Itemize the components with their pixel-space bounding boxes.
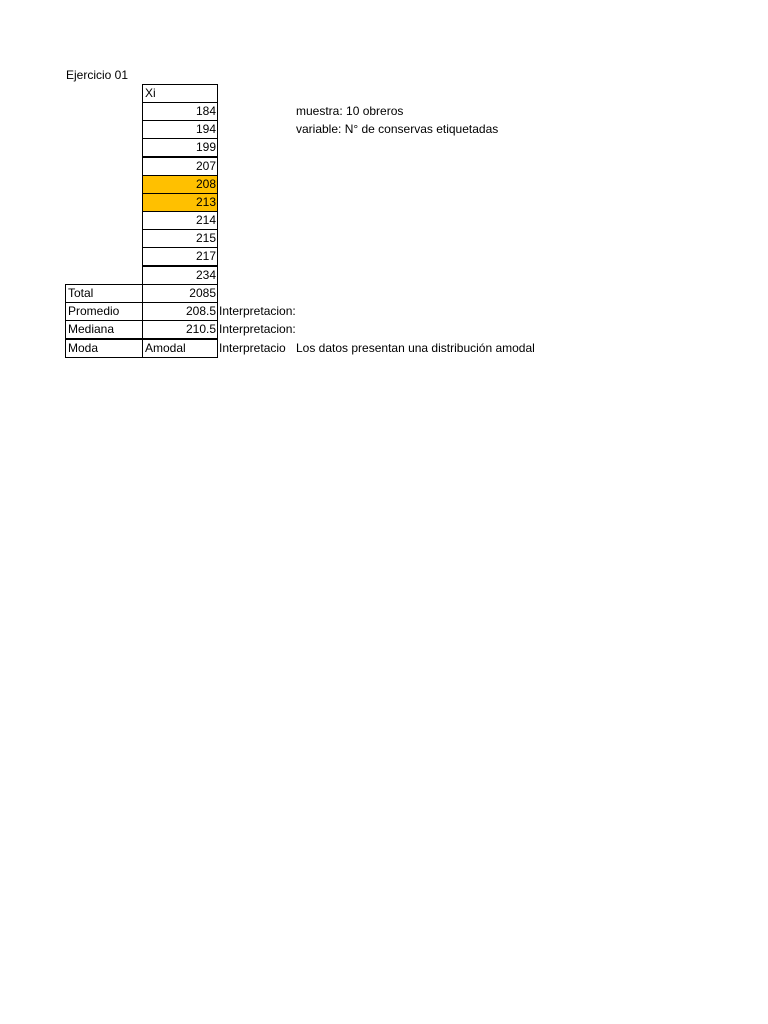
xi-value-highlighted: 213 — [142, 193, 218, 212]
total-label: Total — [65, 284, 143, 303]
moda-interpretation-label: Interpretacio — [219, 341, 286, 355]
xi-value: 194 — [142, 120, 218, 139]
mediana-value: 210.5 — [142, 320, 218, 339]
xi-value: 234 — [142, 266, 218, 285]
variable-note: variable: N° de conservas etiquetadas — [296, 122, 499, 136]
promedio-interpretation: Interpretacion: — [219, 304, 296, 318]
xi-value: 214 — [142, 211, 218, 230]
mediana-interpretation: Interpretacion: — [219, 322, 296, 336]
xi-value-highlighted: 208 — [142, 175, 218, 194]
sample-note: muestra: 10 obreros — [296, 104, 404, 118]
moda-label: Moda — [65, 339, 143, 358]
exercise-title: Ejercicio 01 — [66, 68, 129, 82]
moda-value: Amodal — [142, 339, 218, 358]
mediana-label: Mediana — [65, 320, 143, 339]
xi-value: 207 — [142, 157, 218, 176]
promedio-label: Promedio — [65, 302, 143, 321]
xi-value: 199 — [142, 138, 218, 157]
xi-value: 215 — [142, 229, 218, 248]
total-value: 2085 — [142, 284, 218, 303]
xi-value: 184 — [142, 102, 218, 121]
moda-interpretation-text: Los datos presentan una distribución amodal — [296, 341, 535, 355]
xi-header: Xi — [142, 84, 218, 103]
promedio-value: 208.5 — [142, 302, 218, 321]
xi-value: 217 — [142, 247, 218, 266]
